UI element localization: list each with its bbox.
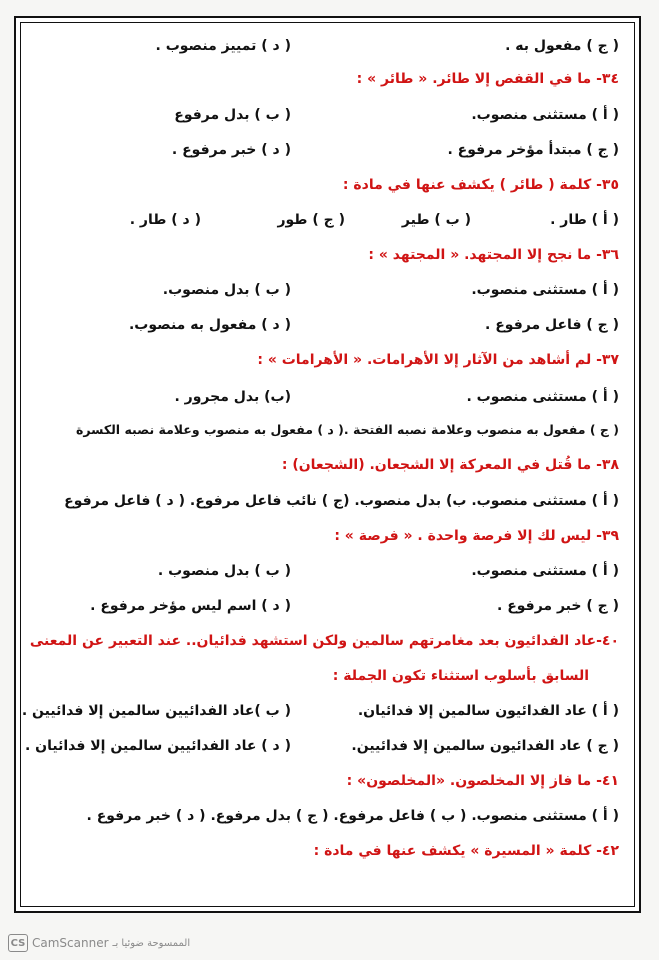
answer-option: ( ج ) مفعول به . xyxy=(505,38,619,54)
answer-option: ( د ) تمييز منصوب . xyxy=(155,38,291,54)
options-text: ( ج ) مفعول به منصوب وعلامة نصبه الفتحة .( د ) مفعول به منصوب وعلامة نصبه الكسرة xyxy=(75,422,619,437)
camscanner-brand: CamScanner xyxy=(32,936,109,950)
question-line xyxy=(30,64,619,94)
answer-option: ( د ) طار . xyxy=(129,212,201,228)
options-line xyxy=(30,382,619,412)
question-line xyxy=(30,521,619,551)
question-line xyxy=(30,766,619,796)
answer-option: ( د ) خبر مرفوع . xyxy=(171,142,291,158)
answer-option: ( أ ) عاد الفدائيون سالمين إلا فدائيان. xyxy=(357,703,619,719)
answer-option: ( أ ) مستثنى منصوب . xyxy=(466,389,619,405)
options-line xyxy=(30,275,619,305)
question-text: ٣٨- ما قُتل في المعركة إلا الشجعان. (الشجعان) : xyxy=(281,457,619,473)
question-text: ٤١- ما فاز إلا المخلصون. «المخلصون» : xyxy=(346,773,619,789)
answer-option: ( أ ) مستثنى منصوب. xyxy=(471,282,619,298)
options-text: ( أ ) مستثنى منصوب. ب) بدل منصوب. (ج ) نائب فاعل مرفوع. ( د ) فاعل مرفوع xyxy=(64,493,619,509)
camscanner-footer xyxy=(8,932,190,954)
question-text: ٣٩- ليس لك إلا فرصة واحدة . « فرصة » : xyxy=(334,528,619,544)
options-line xyxy=(30,415,619,445)
question-text: ٤٢- كلمة « المسيرة » يكشف عنها في مادة : xyxy=(313,843,619,859)
question-line xyxy=(30,240,619,270)
options-line xyxy=(30,135,619,165)
question-text: ٣٤- ما في القفص إلا طائر. « طائر » : xyxy=(356,71,619,87)
answer-option: ( ج ) عاد الفدائيون سالمين إلا فدائيين. xyxy=(351,738,619,754)
question-text: السابق بأسلوب استثناء تكون الجملة : xyxy=(332,668,589,684)
options-line xyxy=(21,696,619,726)
answer-option: ( أ ) مستثنى منصوب. xyxy=(471,107,619,123)
answer-option: ( أ ) طار . xyxy=(550,212,619,228)
options-line xyxy=(30,801,619,831)
question-text: ٣٥- كلمة ( طائر ) يكشف عنها في مادة : xyxy=(342,177,619,193)
answer-option: ( ب ) بدل منصوب. xyxy=(162,282,291,298)
question-line xyxy=(30,450,619,480)
options-line xyxy=(24,731,619,761)
options-line xyxy=(30,486,619,516)
options-line xyxy=(30,100,619,130)
answer-option: ( د ) عاد الفدائيين سالمين إلا فدائيان . xyxy=(24,738,291,754)
answer-option: ( ب ) بدل منصوب . xyxy=(157,563,291,579)
answer-option: ( ب )عاد الفدائيين سالمين إلا فدائيين . xyxy=(21,703,291,719)
answer-option: ( ج ) مبتدأ مؤخر مرفوع . xyxy=(447,142,619,158)
question-line xyxy=(30,836,619,866)
options-line xyxy=(30,591,619,621)
options-line xyxy=(30,556,619,586)
answer-option: ( د ) اسم ليس مؤخر مرفوع . xyxy=(90,598,291,614)
question-continuation xyxy=(30,661,619,691)
answer-option: ( د ) مفعول به منصوب. xyxy=(128,317,291,333)
question-text: ٣٧- لم أشاهد من الآثار إلا الأهرامات. « الأهرامات » : xyxy=(257,352,619,368)
answer-option: ( ج ) طور xyxy=(277,212,345,228)
camscanner-logo-icon: CS xyxy=(8,934,28,952)
answer-option: ( ج ) فاعل مرفوع . xyxy=(485,317,619,333)
answer-option: ( أ ) مستثنى منصوب. xyxy=(471,563,619,579)
options-line xyxy=(30,310,619,340)
answer-option: ( ب ) بدل مرفوع xyxy=(174,107,291,123)
question-line xyxy=(30,170,619,200)
scanned-with-label: الممسوحة ضوئيا بـ xyxy=(112,937,191,949)
question-line xyxy=(30,626,619,656)
question-line xyxy=(30,345,619,375)
question-text: ٣٦- ما نجح إلا المجتهد. « المجتهد » : xyxy=(368,247,619,263)
question-text: ٤٠-عاد الفدائيون بعد مغامرتهم سالمين ولكن استشهد فدائيان.. عند التعبير عن المعنى xyxy=(29,633,619,649)
answer-option: (ب) بدل مجرور . xyxy=(174,389,291,405)
answer-option: ( ب ) طير xyxy=(401,212,471,228)
answer-option: ( ج ) خبر مرفوع . xyxy=(497,598,619,614)
options-line xyxy=(30,205,619,235)
options-text: ( أ ) مستثنى منصوب. ( ب ) فاعل مرفوع. ( ج ) بدل مرفوع. ( د ) خبر مرفوع . xyxy=(86,808,619,824)
options-line xyxy=(30,31,619,61)
